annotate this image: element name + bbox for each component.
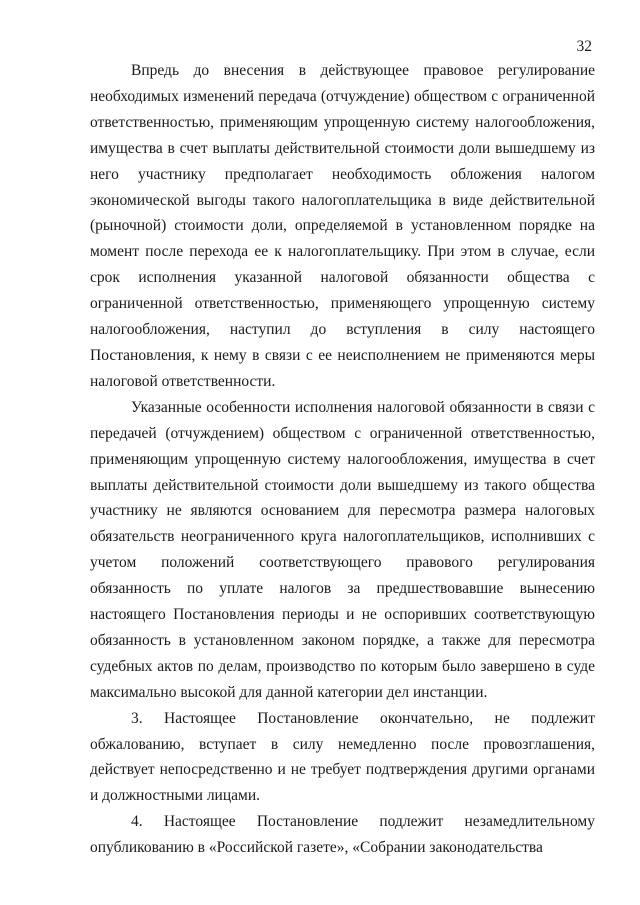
paragraph-item-4: 4. Настоящее Постановление подлежит незамедлительному опубликованию в «Российской газете», «Собрании законодательства <box>90 813 595 857</box>
document-body <box>90 58 595 861</box>
paragraph-review-limits: Указанные особенности исполнения налоговой обязанности в связи с передачей (отчуждением) обществом с ограниченной ответственностью, применяющим упрощенную систему налогообложения, имущества в счет выплаты действительной стоимости доли вышедшему из такого общества участнику не являются основанием для пересмотра размера налоговых обязательств неограниченного круга налогоплательщиков, исполнивших с учетом положений соответствующего правового регулирования обязанность по уплате налогов за предшествовавшие вынесению настоящего Постановления периоды и не оспоривших соответствующую обязанность в установленном законом порядке, а также для пересмотра судебных актов по делам, производство по которым было завершено в суде максимально высокой для данной категории дел инстанции. <box>90 398 595 701</box>
paragraph-item-3: 3. Настоящее Постановление окончательно, не подлежит обжалованию, вступает в силу немедленно после провозглашения, действует непосредственно и не требует подтверждения другими органами и должностными лицами. <box>90 709 595 805</box>
paragraph-transitional-regulation: Впредь до внесения в действующее правовое регулирование необходимых изменений передача (отчуждение) обществом с ограниченной ответственностью, применяющим упрощенную систему налогообложения, имущества в счет выплаты действительной стоимости доли вышедшему из него участнику предполагает необходимость обложения налогом экономической выгоды такого налогоплательщика в виде действительной (рыночной) стоимости доли, определяемой в установленном порядке на момент после перехода ее к налогоплательщику. При этом в случае, если срок исполнения указанной налоговой обязанности общества с ограниченной ответственностью, применяющего упрощенную систему налогообложения, наступил до вступления в силу настоящего Постановления, к нему в связи с ее неисполнением не применяются меры налоговой ответственности. <box>90 62 595 390</box>
page-number: 32 <box>576 38 592 55</box>
